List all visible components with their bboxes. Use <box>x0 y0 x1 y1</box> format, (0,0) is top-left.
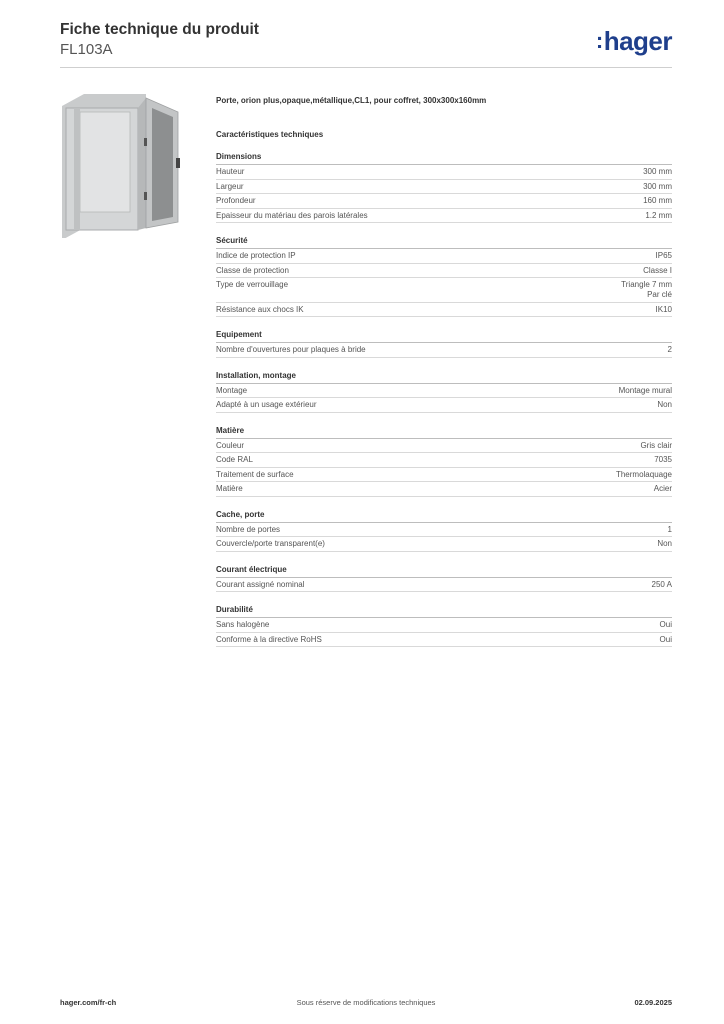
spec-section <box>216 371 672 413</box>
spec-row <box>216 165 672 180</box>
spec-value: Thermolaquage <box>615 469 672 479</box>
spec-row <box>216 278 672 303</box>
spec-row <box>216 180 672 195</box>
spec-value: Classe I <box>643 265 672 275</box>
footer-date: 02.09.2025 <box>634 998 672 1007</box>
spec-value: Triangle 7 mm Par clé <box>621 280 672 299</box>
spec-value: Montage mural <box>618 385 672 395</box>
spec-section-title: Sécurité <box>216 236 672 249</box>
header-divider <box>60 67 672 68</box>
spec-row <box>216 482 672 497</box>
spec-value: 1 <box>667 524 672 534</box>
spec-row <box>216 523 672 538</box>
spec-row <box>216 439 672 454</box>
spec-row <box>216 468 672 483</box>
spec-section-title: Matière <box>216 426 672 439</box>
spec-row <box>216 633 672 648</box>
spec-section-title: Courant électrique <box>216 565 672 578</box>
spec-row <box>216 537 672 552</box>
spec-label: Matière <box>216 484 243 493</box>
spec-value: IP65 <box>655 251 672 260</box>
spec-label: Classe de protection <box>216 265 289 275</box>
spec-label: Hauteur <box>216 167 245 176</box>
spec-section <box>216 510 672 552</box>
spec-label: Profondeur <box>216 196 256 205</box>
footer-notice: Sous réserve de modifications techniques <box>296 998 436 1007</box>
enclosure-open-door-image <box>60 90 200 238</box>
spec-label: Traitement de surface <box>216 469 294 479</box>
spec-value: IK10 <box>655 304 672 314</box>
spec-label: Nombre d'ouvertures pour plaques à bride <box>216 345 366 354</box>
spec-row <box>216 453 672 468</box>
product-content <box>216 95 672 647</box>
spec-label: Epaisseur du matériau des parois latérales <box>216 210 368 220</box>
spec-value: 250 A <box>651 579 672 589</box>
spec-label: Indice de protection IP <box>216 251 296 260</box>
spec-row <box>216 578 672 593</box>
spec-label: Résistance aux chocs IK <box>216 304 304 314</box>
footer-website: hager.com/fr-ch <box>60 998 117 1007</box>
spec-row <box>216 194 672 209</box>
spec-label: Nombre de portes <box>216 524 281 534</box>
spec-label: Conforme à la directive RoHS <box>216 634 322 644</box>
spec-row <box>216 343 672 358</box>
spec-row <box>216 264 672 279</box>
spec-value: Oui <box>659 634 672 644</box>
spec-label: Code RAL <box>216 455 253 464</box>
spec-section-title: Dimensions <box>216 152 672 165</box>
spec-label: Adapté à un usage extérieur <box>216 400 317 409</box>
spec-value: Non <box>657 400 672 409</box>
spec-value: Oui <box>659 620 672 629</box>
spec-row <box>216 303 672 318</box>
spec-value: Non <box>657 539 672 548</box>
spec-row <box>216 398 672 413</box>
spec-label: Courant assigné nominal <box>216 579 305 589</box>
spec-section <box>216 605 672 647</box>
page-header <box>60 20 672 59</box>
spec-value: 2 <box>667 345 672 354</box>
product-reference: FL103A <box>60 41 113 58</box>
spec-section <box>216 152 672 223</box>
spec-section-title: Installation, montage <box>216 371 672 384</box>
specification-sections <box>216 152 672 647</box>
spec-row <box>216 209 672 224</box>
spec-label: Couleur <box>216 440 245 450</box>
hager-logo: :hager <box>595 26 672 56</box>
spec-row <box>216 249 672 264</box>
spec-label: Type de verrouillage <box>216 280 289 289</box>
spec-value: 300 mm <box>643 167 672 176</box>
spec-label: Largeur <box>216 181 244 191</box>
spec-value: 7035 <box>654 455 672 464</box>
spec-section-title: Cache, porte <box>216 510 672 523</box>
spec-section <box>216 330 672 358</box>
product-description: Porte, orion plus,opaque,métallique,CL1, pour coffret, 300x300x160mm <box>216 96 487 105</box>
spec-value: 300 mm <box>643 181 672 191</box>
spec-label: Couvercle/porte transparent(e) <box>216 539 325 548</box>
spec-section <box>216 565 672 593</box>
spec-section <box>216 236 672 317</box>
spec-label: Sans halogène <box>216 620 270 629</box>
spec-value: Acier <box>653 484 672 493</box>
spec-section <box>216 426 672 497</box>
spec-label: Montage <box>216 385 248 395</box>
spec-value: 160 mm <box>643 196 672 205</box>
document-title: Fiche technique du produit <box>60 21 259 38</box>
spec-section-title: Equipement <box>216 330 672 343</box>
spec-value: Gris clair <box>640 440 672 450</box>
spec-value: 1.2 mm <box>645 210 672 220</box>
technical-characteristics-title: Caractéristiques techniques <box>216 130 324 139</box>
spec-section-title: Durabilité <box>216 605 672 618</box>
spec-row <box>216 618 672 633</box>
logo-text: hager <box>603 26 672 56</box>
spec-row <box>216 384 672 399</box>
